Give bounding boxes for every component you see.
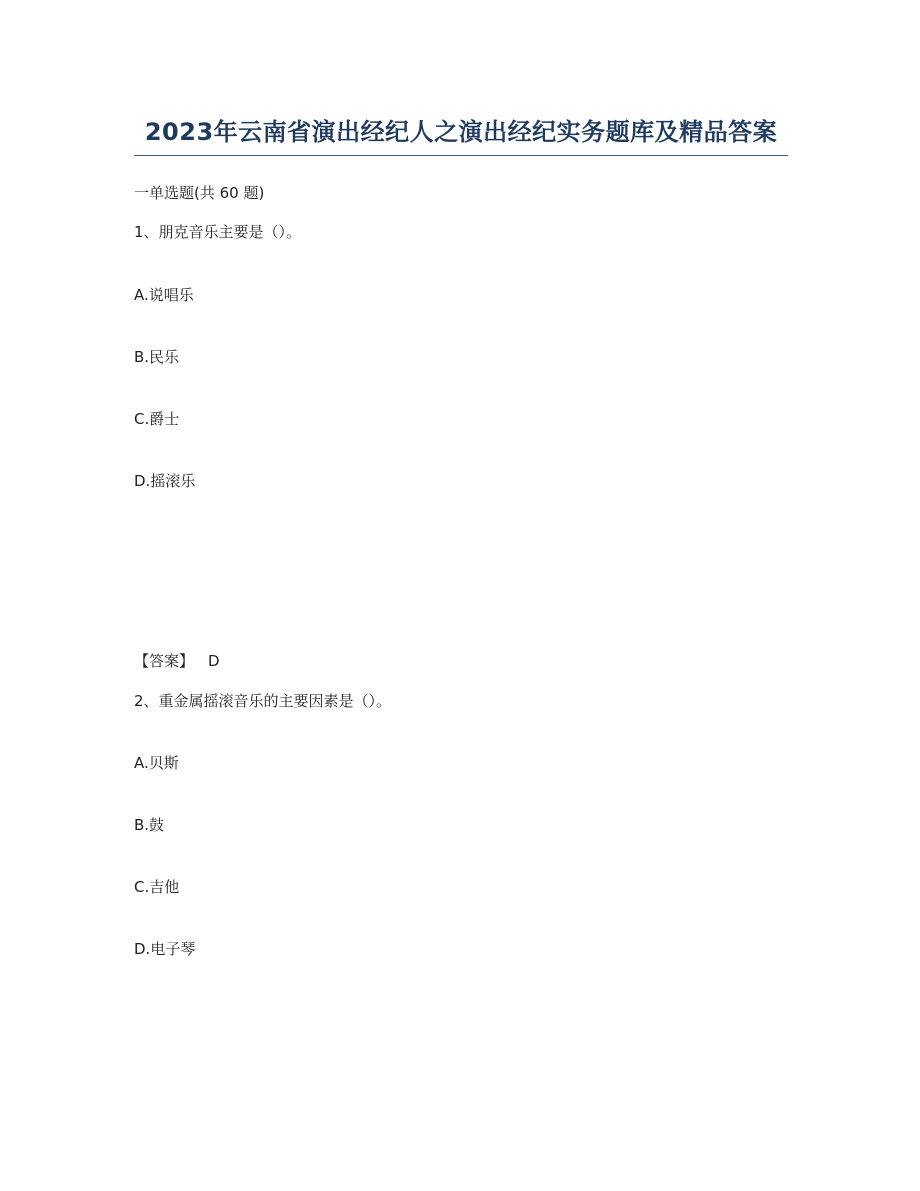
question-1-option-b: B.民乐	[134, 348, 180, 366]
question-1-option-d: D.摇滚乐	[134, 472, 196, 490]
page-title: 2023年云南省演出经纪人之演出经纪实务题库及精品答案	[144, 118, 778, 146]
question-2-option-a: A.贝斯	[134, 754, 179, 772]
question-2-option-b: B.鼓	[134, 816, 165, 834]
answer-value: D	[208, 652, 220, 670]
title-divider	[134, 155, 788, 156]
section-heading: 一单选题(共 60 题)	[134, 184, 265, 202]
question-2-option-c: C.吉他	[134, 878, 180, 896]
question-1-option-c: C.爵士	[134, 410, 180, 428]
question-2-stem: 2、重金属摇滚音乐的主要因素是（）。	[134, 692, 392, 710]
question-1-answer	[134, 650, 220, 671]
answer-label: 【答案】	[134, 652, 195, 670]
question-2-option-d: D.电子琴	[134, 940, 196, 958]
question-1-stem: 1、朋克音乐主要是（）。	[134, 223, 302, 241]
question-1-option-a: A.说唱乐	[134, 286, 194, 304]
